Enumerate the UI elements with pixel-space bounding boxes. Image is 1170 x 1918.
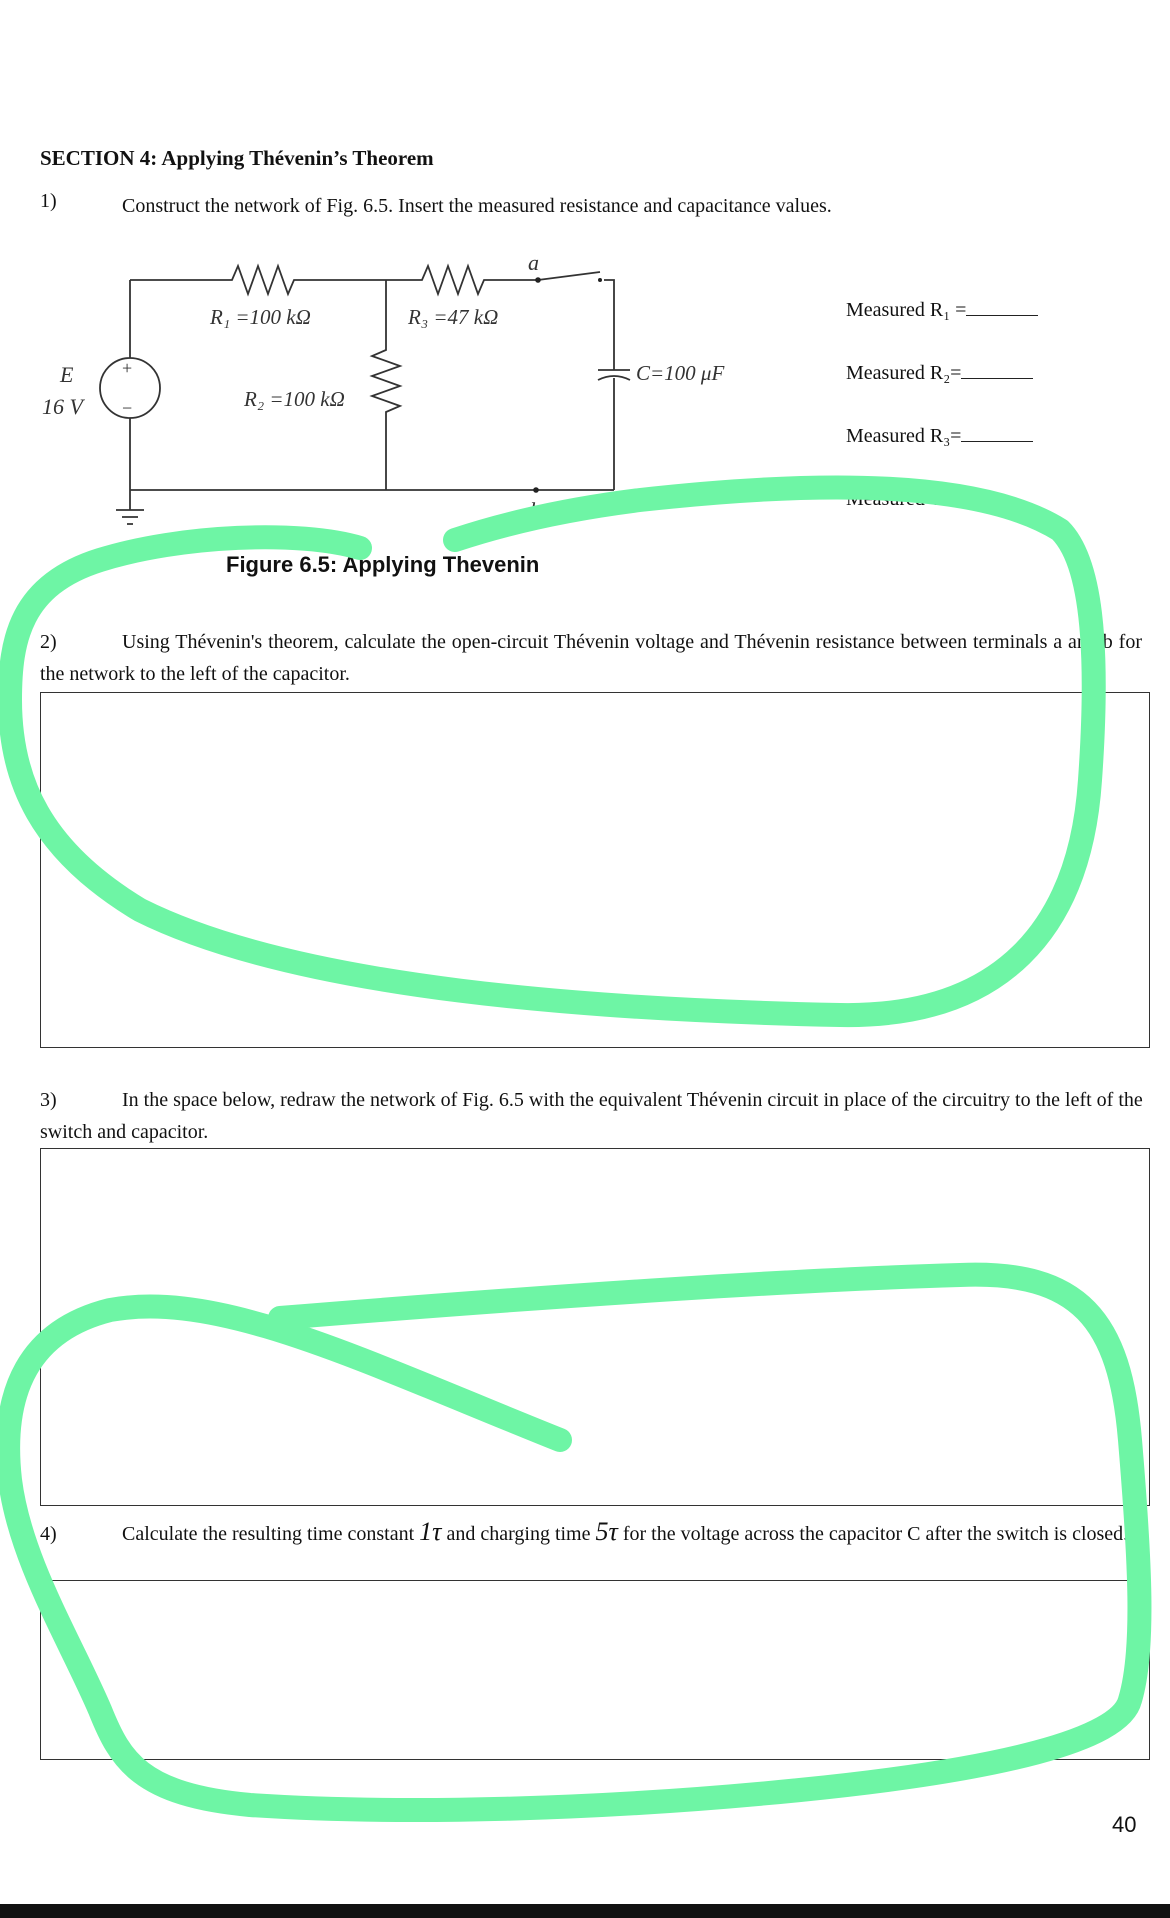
node-b-label: b [530,498,541,523]
measured-r3: Measured R₃= [846,423,1033,448]
question-2 [40,626,1142,690]
source-plus: + [122,358,133,378]
measured-r2-blank[interactable] [961,360,1033,379]
tau-5: 5τ [595,1517,618,1546]
question-1-number: 1) [40,190,57,212]
question-4 [40,1516,1144,1550]
r1-label: R₁ =100 kΩ [210,305,311,329]
question-2-number: 2) [40,631,57,653]
r2-label: R₂ =100 kΩ [244,387,345,411]
measured-c: Measured C= [846,486,1026,511]
question-4-number: 4) [40,1523,57,1545]
source-value: 16 V [42,394,83,419]
question-3-text: In the space below, redraw the network of Fig. 6.5 with the equivalent Thévenin circuit in place of the circuitry to the left of the switch and capacitor. [40,1089,1143,1143]
measured-r2: Measured R₂= [846,360,1033,385]
answer-box-3[interactable] [40,1148,1150,1506]
measured-r3-blank[interactable] [961,423,1033,442]
question-3-number: 3) [40,1089,57,1111]
page-number: 40 [1112,1812,1137,1837]
answer-box-2[interactable] [40,692,1150,1048]
node-b-dot [533,487,539,493]
bottom-bar [0,1904,1170,1918]
question-4-text-before: Calculate the resulting time constant [122,1523,420,1545]
node-a-label: a [528,250,539,275]
circuit-diagram [0,240,800,540]
capacitor-label: C=100 μF [636,361,725,385]
measured-c-blank[interactable] [954,486,1026,505]
top-wire [130,266,614,360]
figure-caption: Figure 6.5: Applying Thevenin [226,552,540,577]
source-minus: − [122,398,133,418]
source-name: E [60,362,74,387]
question-1-text: Construct the network of Fig. 6.5. Insert the measured resistance and capacitance values. [122,195,832,217]
tau-1: 1τ [419,1517,442,1546]
r2-resistor [372,280,400,490]
node-a-dot [535,277,541,283]
question-4-text-after: for the voltage across the capacitor C after the switch is closed. [617,1523,1129,1545]
answer-box-4[interactable] [40,1580,1150,1760]
ground-symbol [116,490,144,524]
question-4-text-mid: and charging time [441,1523,596,1545]
capacitor-symbol [598,360,630,490]
measured-r1-blank[interactable] [966,297,1038,316]
r3-label: R₃ =47 kΩ [408,305,499,329]
question-3 [40,1084,1144,1148]
switch-contact [598,278,602,282]
question-2-text: Using Thévenin's theorem, calculate the open-circuit Thévenin voltage and Thévenin resistance between terminals a and b for the network to the left of the capacitor. [40,631,1142,685]
section-title: SECTION 4: Applying Thévenin’s Theorem [40,146,434,170]
measured-r1: Measured R₁ = [846,297,1038,322]
